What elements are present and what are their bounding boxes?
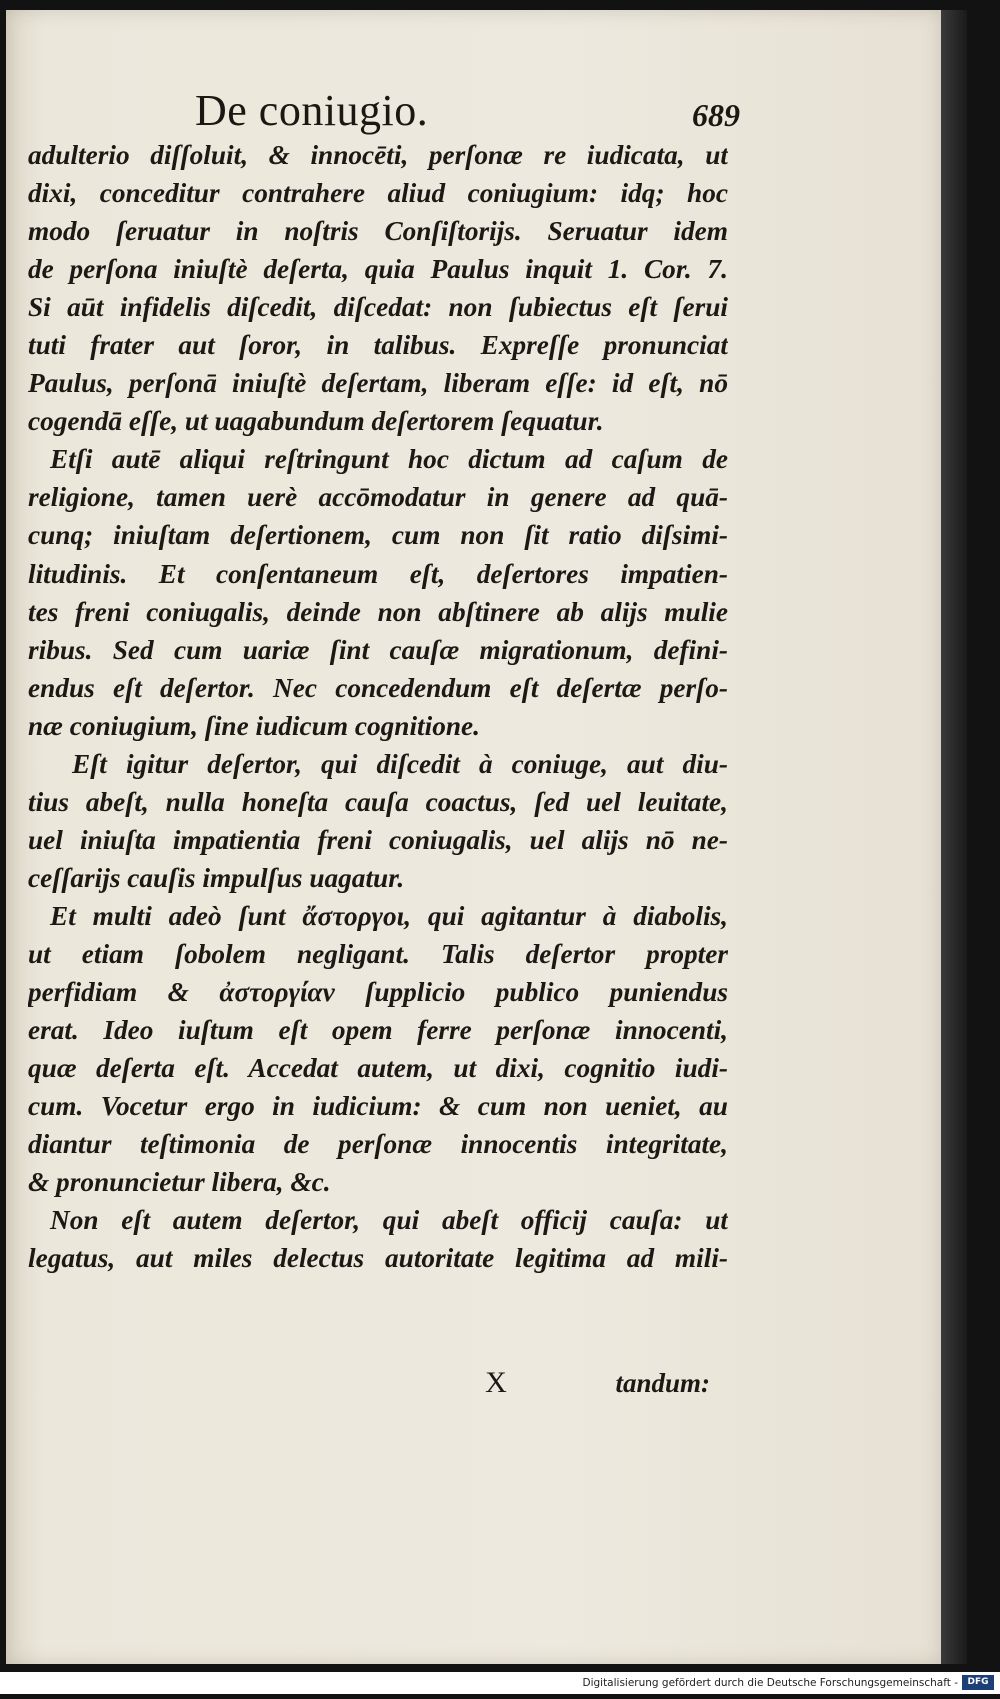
- text-line: tes freni coniugalis, deinde non abſtinere ab alijs mulie: [28, 596, 728, 627]
- text-line: modo ſeruatur in noſtris Conſiſtorijs. Seruatur idem: [28, 216, 728, 247]
- text-line: tuti frater aut ſoror, in talibus. Expreſſe pronunciat: [28, 330, 728, 361]
- text-line: de perſona iniuſtè deſerta, quia Paulus inquit 1. Cor. 7.: [28, 254, 728, 285]
- text-line: legatus, aut miles delectus autoritate legitima ad mili-: [28, 1243, 728, 1274]
- text-line: perfidiam & ἀστοργίαν ſupplicio publico puniendus: [28, 977, 728, 1008]
- text-line: cogendā eſſe, ut uagabundum deſertorem ſequatur.: [28, 406, 604, 437]
- text-line: endus eſt deſertor. Nec concedendum eſt deſertæ perſo-: [28, 672, 728, 703]
- text-line: diantur teſtimonia de perſonæ innocentis integritate,: [28, 1129, 728, 1160]
- page-number: 689: [692, 97, 740, 133]
- text-line: Si aūt infidelis diſcedit, diſcedat: non ſubiectus eſt ſerui: [28, 292, 728, 323]
- text-line: Et multi adeò ſunt ἄστοργοι, qui agitantur à diabolis,: [50, 900, 728, 931]
- text-line: tius abeſt, nulla honeſta cauſa coactus, ſed uel leuitate,: [28, 786, 728, 817]
- text-line: dixi, conceditur contrahere aliud coniugium: idq; hoc: [28, 178, 728, 209]
- text-line: adulterio diſſoluit, & innocēti, perſonæ re iudicata, ut: [28, 140, 728, 170]
- text-line: ceſſarijs cauſis impulſus uagatur.: [28, 862, 405, 893]
- catchword: tandum:: [615, 1368, 710, 1398]
- text-line: religione, tamen uerè accōmodatur in genere ad quā-: [28, 482, 728, 513]
- text-line: Eſt igitur deſertor, qui diſcedit à coniuge, aut diu-: [72, 748, 728, 779]
- text-line: erat. Ideo iuſtum eſt opem ferre perſonæ innocenti,: [28, 1015, 728, 1046]
- footer-credit: Digitalisierung gefördert durch die Deutsche Forschungsgemeinschaft -: [582, 1677, 958, 1689]
- text-line: litudinis. Et conſentaneum eſt, deſertores impatien-: [28, 558, 728, 589]
- text-line: ut etiam ſobolem negligant. Talis deſertor propter: [28, 938, 728, 969]
- text-line: Paulus, perſonā iniuſtè deſertam, liberam eſſe: id eſt, nō: [28, 368, 728, 399]
- text-line: & pronuncietur libera, &c.: [28, 1167, 331, 1198]
- text-line: næ coniugium, ſine iudicum cognitione.: [28, 710, 480, 741]
- text-line: Etſi autē aliqui reſtringunt hoc dictum ad caſum de: [50, 444, 728, 475]
- signature-mark: X: [485, 1366, 507, 1399]
- dfg-logo-icon: DFG: [962, 1675, 994, 1690]
- page-edge-shadow: [941, 10, 967, 1664]
- body-text: [28, 136, 728, 1406]
- text-line: uel iniuſta impatientia freni coniugalis, uel alijs nō ne-: [28, 824, 728, 855]
- text-line: cum. Vocetur ergo in iudicium: & cum non ueniet, au: [28, 1091, 728, 1122]
- text-line: quæ deſerta eſt. Accedat autem, ut dixi, cognitio iudi-: [28, 1053, 728, 1084]
- text-line: ribus. Sed cum uariæ ſint cauſæ migrationum, defini-: [28, 634, 728, 665]
- digitization-footer: [0, 1672, 1000, 1694]
- text-line: cunq; iniuſtam deſertionem, cum non ſit ratio diſsimi-: [28, 520, 728, 551]
- text-line: Non eſt autem deſertor, qui abeſt officij cauſa: ut: [50, 1205, 728, 1236]
- running-head: De coniugio.: [195, 86, 429, 135]
